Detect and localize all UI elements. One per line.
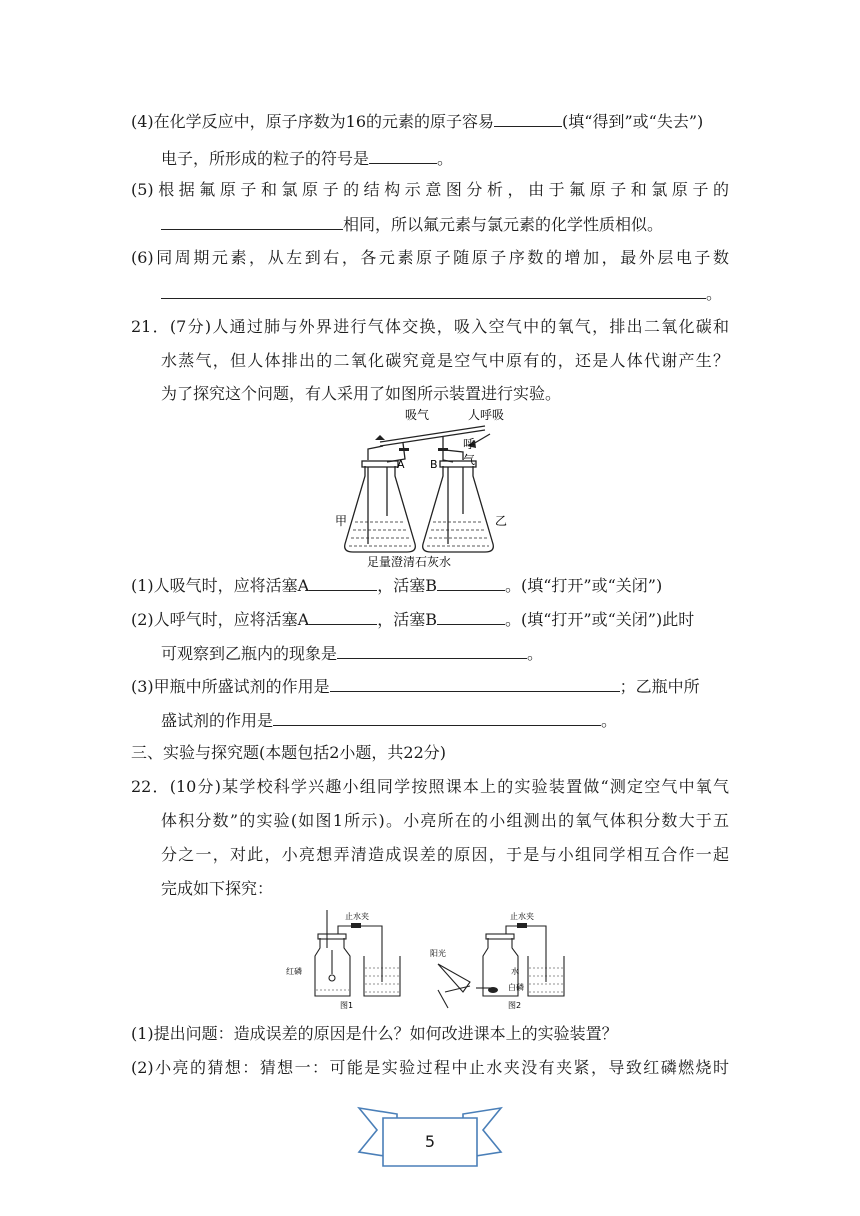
oxygen-experiment-diagram: [280, 908, 580, 1012]
label-fig2: 图2: [508, 1001, 522, 1010]
q21-p2-text-d: 可观察到乙瓶内的现象是: [161, 644, 338, 663]
q21-p1-text-a: (1)人吸气时，应将活塞A: [131, 576, 310, 595]
q21-part3-line1: [131, 676, 700, 697]
q22-stem-line2: 体积分数”的实验(如图1所示)。小亮所在的小组测出的氧气体积分数大于五: [161, 811, 729, 830]
q22-stem-line3: 分之一，对此，小亮想弄清造成误差的原因，于是与小组同学相互合作一起: [161, 845, 729, 864]
page-number-ribbon: [357, 1106, 503, 1176]
q21-part3-line2: [161, 710, 617, 731]
answer-blank[interactable]: [330, 676, 620, 692]
label-valve-b: B: [430, 458, 438, 471]
q21-stem-line1: 21．(7分)人通过肺与外界进行气体交换，吸入空气中的氧气，排出二氧化碳和: [131, 317, 729, 336]
q21-p1-text-b: ，活塞B: [377, 576, 437, 595]
label-clamp-1: 止水夹: [345, 912, 369, 921]
valve-b-icon: [438, 448, 448, 451]
q21-p2-text-b: ，活塞B: [377, 610, 437, 629]
q21-p2-text-a: (2)人呼气时，应将活塞A: [131, 610, 310, 629]
ribbon-banner-icon: [357, 1106, 503, 1176]
q21-part2-line1: [131, 609, 694, 630]
answer-blank[interactable]: [337, 643, 527, 659]
page-number: 5: [424, 1132, 436, 1151]
q20-p4-text-a: (4)在化学反应中，原子序数为16的元素的原子容易: [131, 112, 495, 131]
label-exhale-1: 呼: [463, 437, 476, 451]
q21-part2-line2: [161, 643, 543, 664]
answer-blank[interactable]: [494, 111, 562, 127]
label-clamp-2: 止水夹: [510, 912, 534, 921]
label-red-phosphorus: 红磷: [286, 967, 302, 976]
answer-blank[interactable]: [273, 710, 601, 726]
q20-part4-line1: [131, 111, 703, 132]
q21-p3-end: 。: [601, 711, 618, 730]
q22-part1: (1)提出问题：造成误差的原因是什么？如何改进课本上的实验装置？: [131, 1024, 618, 1043]
label-valve-a: A: [397, 458, 405, 471]
breathing-apparatus-figure: [335, 404, 525, 572]
label-person-breathing: 人呼吸: [468, 408, 505, 422]
answer-blank[interactable]: [309, 609, 377, 625]
q21-p2-text-c: 。(填“打开”或“关闭”)此时: [505, 610, 695, 629]
answer-blank[interactable]: [161, 283, 706, 299]
answer-blank[interactable]: [369, 148, 437, 164]
oxygen-experiment-figure: [280, 908, 580, 1012]
q20-part5-line2: [161, 214, 663, 235]
q21-stem-line3: 为了探究这个问题，有人采用了如图所示装置进行实验。: [161, 384, 562, 403]
q20-p4-text-c: 电子，所形成的粒子的符号是: [161, 149, 370, 168]
q20-part4-line2: [161, 148, 453, 169]
q20-p4-text-b: (填“得到”或“失去”): [562, 112, 704, 131]
valve-a-icon: [399, 448, 409, 451]
answer-blank[interactable]: [161, 214, 343, 230]
label-exhale-2: 气: [463, 453, 476, 467]
answer-blank[interactable]: [437, 575, 505, 591]
white-phosphorus-icon: [488, 987, 498, 993]
q20-p5-text-b: 相同，所以氟元素与氯元素的化学性质相似。: [343, 215, 664, 234]
q22-stem-line4: 完成如下探究：: [161, 879, 274, 898]
label-flask-yi: 乙: [495, 514, 508, 528]
q21-p2-end: 。: [527, 644, 544, 663]
label-fig1: 图1: [340, 1001, 354, 1010]
q21-p3-text-a: (3)甲瓶中所盛试剂的作用是: [131, 677, 330, 696]
q21-p3-text-b: ；乙瓶中所: [619, 677, 700, 696]
answer-blank[interactable]: [309, 575, 377, 591]
q20-p6-end: 。: [706, 284, 723, 303]
label-sunlight: 阳光: [430, 949, 446, 958]
q20-part6-line1: (6)同周期元素，从左到右，各元素原子随原子序数的增加，最外层电子数: [131, 248, 729, 267]
label-limewater: 足量澄清石灰水: [367, 555, 452, 569]
q20-part5-line1: (5)根据氟原子和氯原子的结构示意图分析，由于氟原子和氯原子的: [131, 180, 729, 199]
q22-part2-line1: (2)小亮的猜想：猜想一：可能是实验过程中止水夹没有夹紧，导致红磷燃烧时: [131, 1058, 729, 1077]
q20-part6-line2: [161, 283, 722, 304]
clamp1-icon: [351, 923, 361, 928]
q22-stem-line1: 22．(10分)某学校科学兴趣小组同学按照课本上的实验装置做“测定空气中氧气: [131, 777, 729, 796]
label-flask-jia: 甲: [335, 514, 348, 528]
section-heading: 三、实验与探究题(本题包括2小题，共22分): [131, 743, 447, 762]
label-water: 水: [511, 967, 519, 976]
q21-p3-text-c: 盛试剂的作用是: [161, 711, 274, 730]
inhale-arrow-icon: [375, 435, 385, 440]
answer-blank[interactable]: [437, 609, 505, 625]
q21-part1: [131, 575, 662, 596]
q21-p1-text-c: 。(填“打开”或“关闭”): [505, 576, 663, 595]
label-inhale: 吸气: [405, 408, 430, 422]
label-white-phosphorus: 白磷: [508, 983, 524, 992]
clamp2-icon: [517, 923, 527, 928]
breathing-apparatus-diagram: [335, 404, 525, 572]
q21-stem-line2: 水蒸气，但人体排出的二氧化碳究竟是空气中原有的，还是人体代谢产生？: [161, 351, 729, 370]
q20-p4-end: 。: [437, 149, 454, 168]
